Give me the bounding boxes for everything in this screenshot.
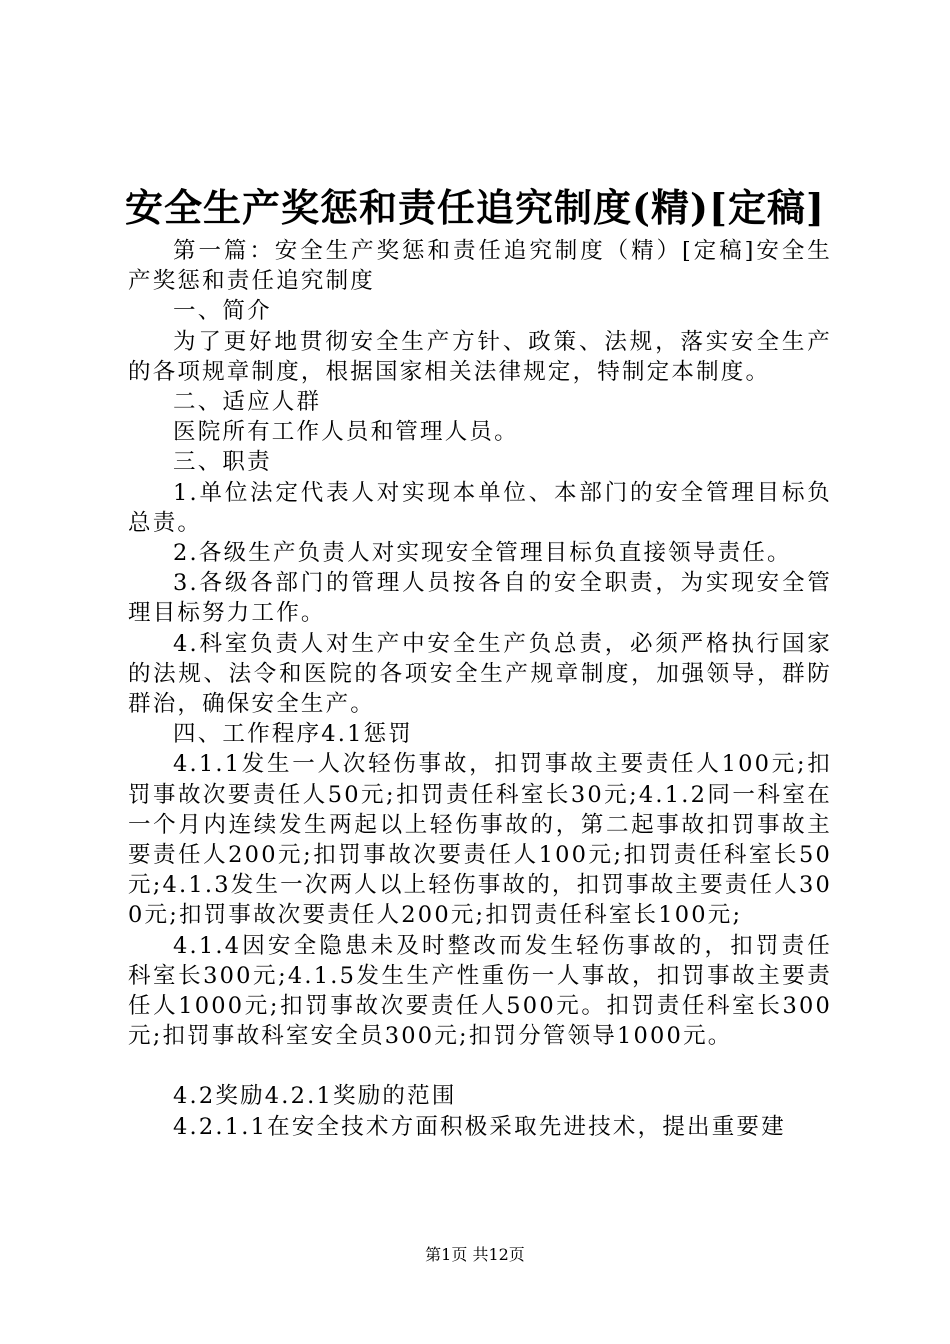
heading-audience: 二、适应人群: [173, 389, 322, 416]
document-title: 安全生产奖惩和责任追究制度(精)[定稿]: [125, 185, 825, 230]
paragraph-purpose: 为了更好地贯彻安全生产方针、政策、法规，落实安全生产的各项规章制度，根据国家相关法律规定，特制定本制度。: [128, 328, 832, 385]
paragraph-duty-1: 1.单位法定代表人对实现本单位、本部门的安全管理目标负总责。: [128, 479, 832, 536]
paragraph-reward-1: 4.2.1.1在安全技术方面积极采取先进技术，提出重要建: [173, 1113, 786, 1140]
page-number-footer: 第1页 共12页: [425, 1245, 525, 1264]
paragraph-duty-3: 3.各级各部门的管理人员按各自的安全职责，为实现安全管理目标努力工作。: [128, 570, 832, 627]
heading-responsibilities: 三、职责: [173, 449, 272, 476]
heading-reward: 4.2奖励4.2.1奖励的范围: [173, 1083, 457, 1110]
paragraph-intro: 第一篇：安全生产奖惩和责任追究制度（精）[定稿]安全生产奖惩和责任追究制度: [128, 238, 832, 295]
paragraph-duty-4: 4.科室负责人对生产中安全生产负总责，必须严格执行国家的法规、法令和医院的各项安全生产规章制度，加强领导，群防群治，确保安全生产。: [128, 630, 832, 718]
document-body: [128, 236, 832, 1142]
heading-introduction: 一、简介: [173, 298, 272, 325]
paragraph-penalty-2: 4.1.4因安全隐患未及时整改而发生轻伤事故的，扣罚责任科室长300元;4.1.5发生生产性重伤一人事故，扣罚事故主要责任人1000元;扣罚事故次要责任人500元。扣罚责任科室长300元;扣罚事故科室安全员300元;扣罚分管领导1000元。: [128, 932, 832, 1050]
paragraph-audience: 医院所有工作人员和管理人员。: [173, 419, 519, 446]
paragraph-duty-2: 2.各级生产负责人对实现安全管理目标负直接领导责任。: [173, 540, 792, 567]
paragraph-penalty-1: 4.1.1发生一人次轻伤事故，扣罚事故主要责任人100元;扣罚事故次要责任人50元;扣罚责任科室长30元;4.1.2同一科室在一个月内连续发生两起以上轻伤事故的，第二起事故扣罚事故主要责任人200元;扣罚事故次要责任人100元;扣罚责任科室长50元;4.1.3发生一次两人以上轻伤事故的，扣罚事故主要责任人300元;扣罚事故次要责任人200元;扣罚责任科室长100元;: [128, 751, 832, 929]
heading-procedure: 四、工作程序4.1惩罚: [173, 721, 413, 748]
